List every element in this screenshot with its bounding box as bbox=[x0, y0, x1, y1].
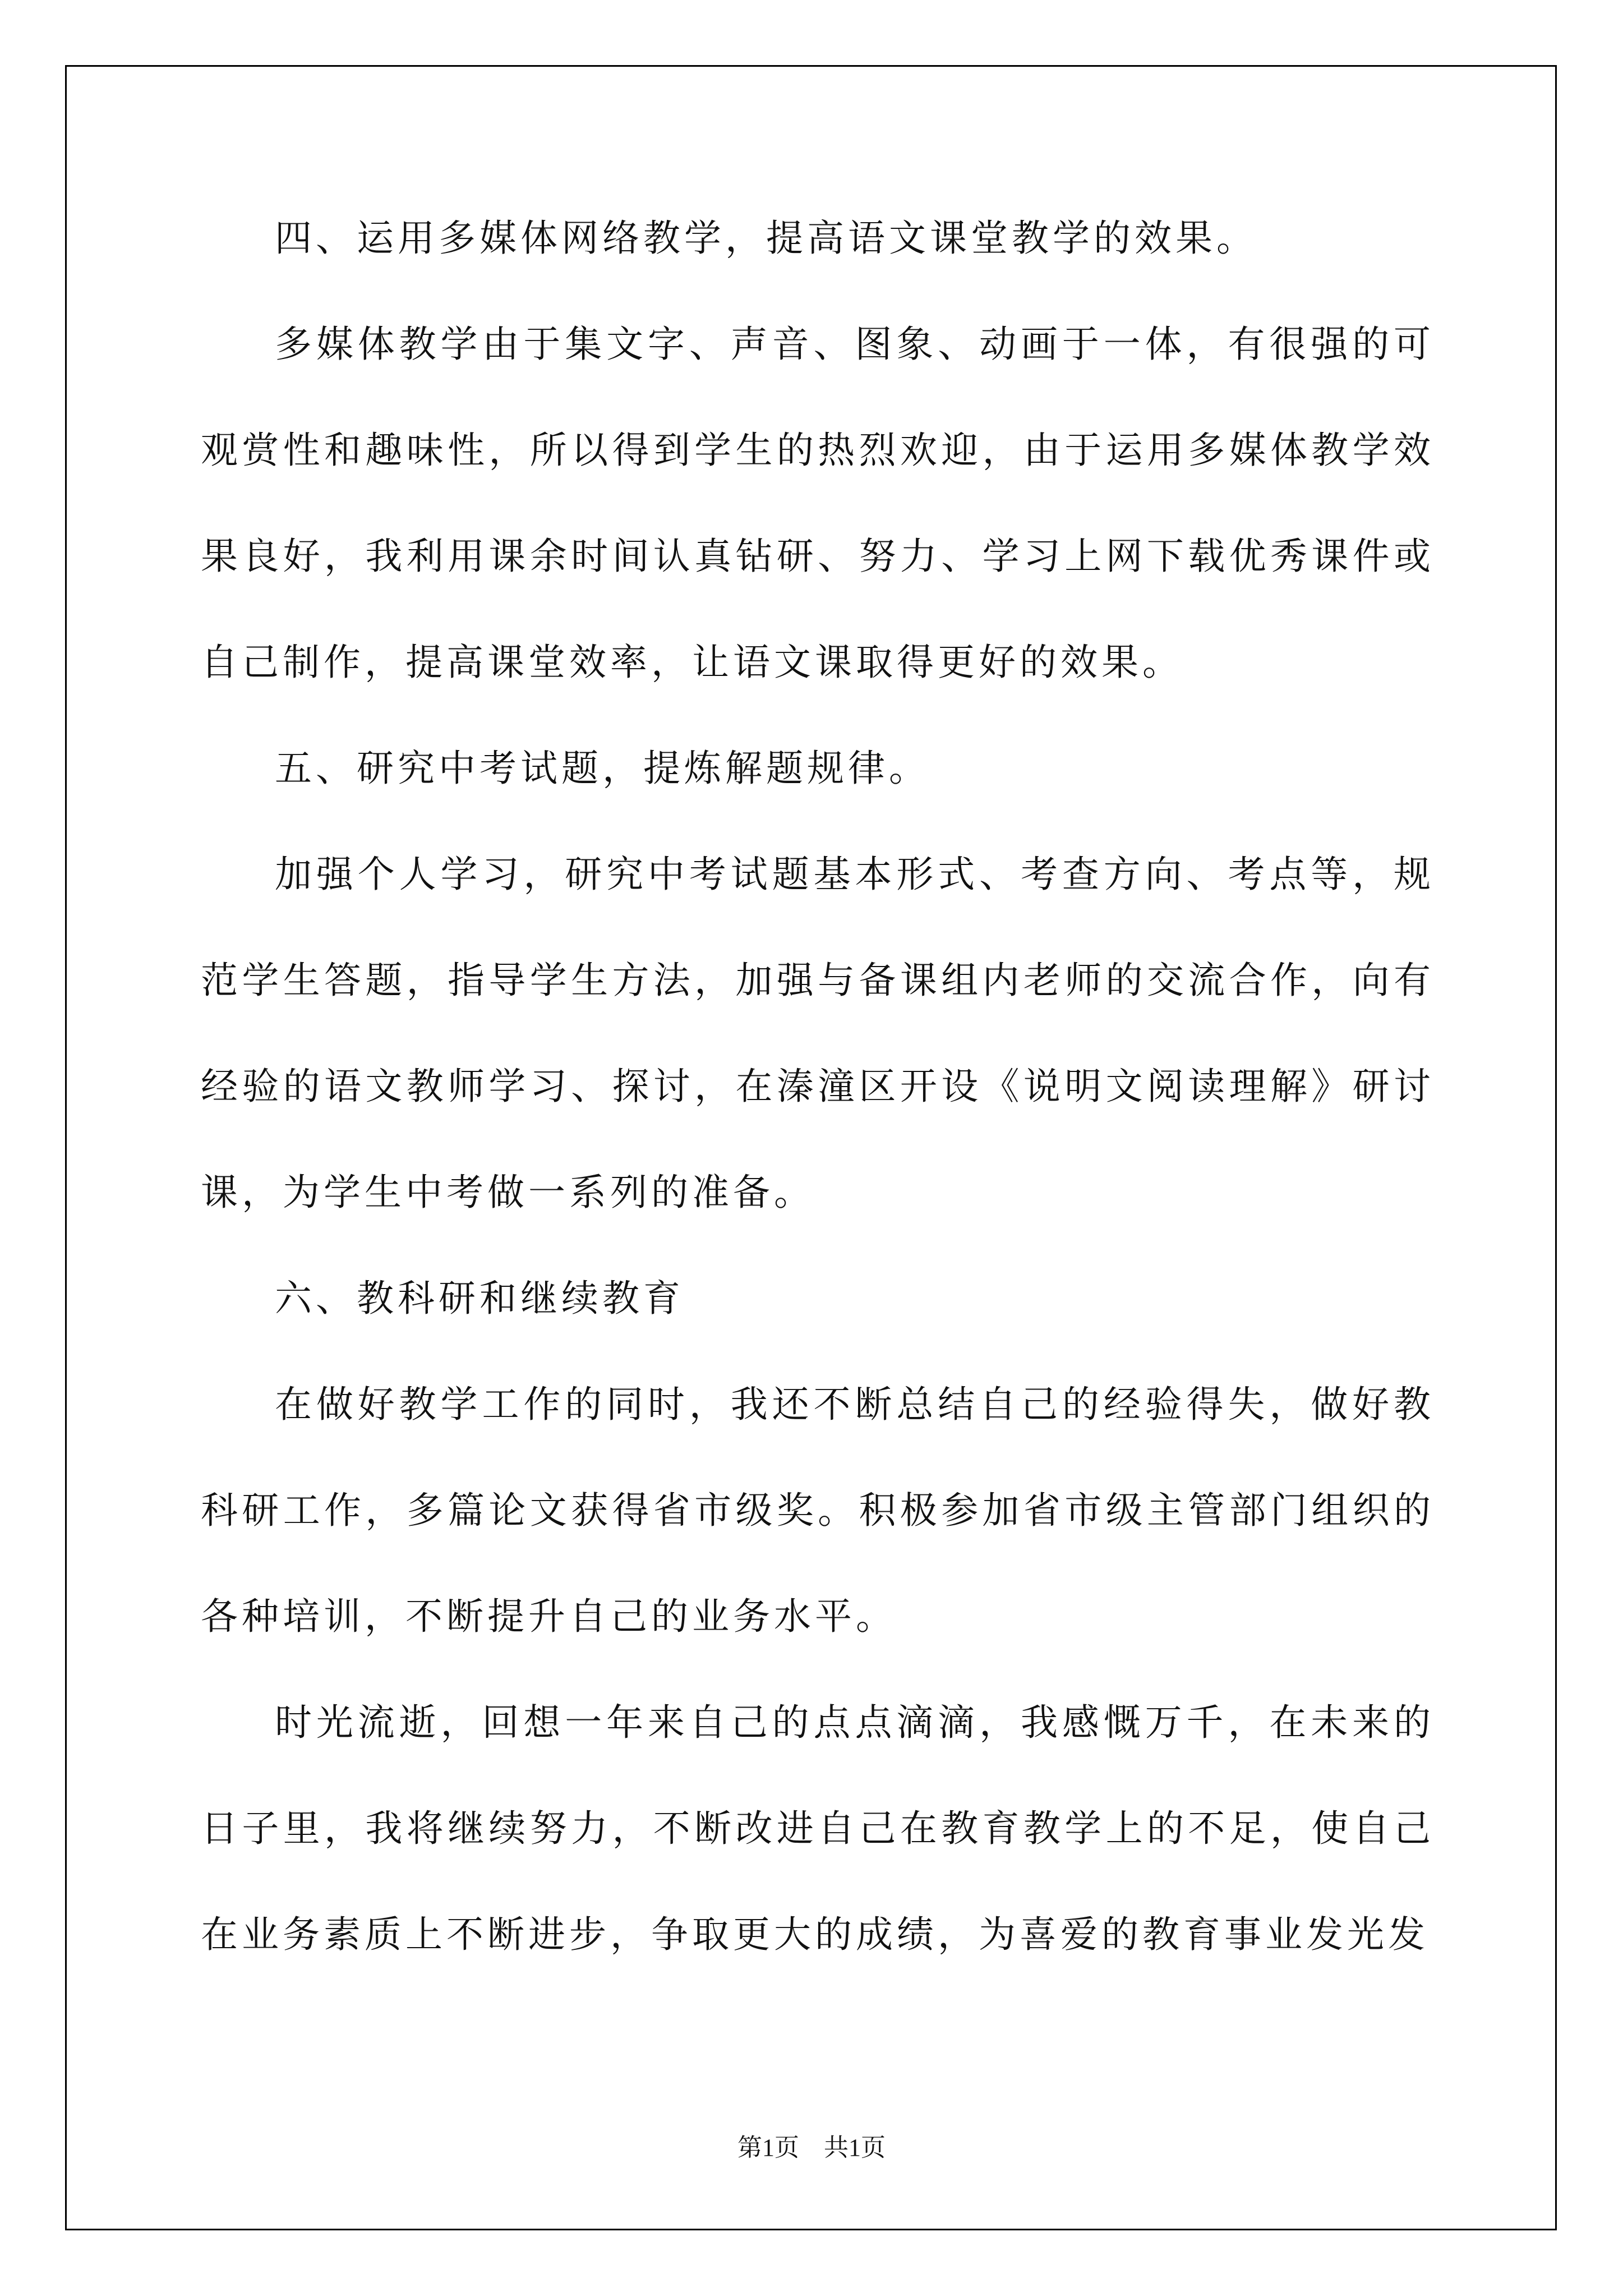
heading-research-education: 六、教科研和继续教育 bbox=[275, 1277, 684, 1320]
page-total: 共1页 bbox=[824, 2134, 886, 2161]
heading-exam-research: 五、研究中考试题，提炼解题规律。 bbox=[275, 747, 930, 790]
paragraph-conclusion: 时光流逝，回想一年来自己的点点滴滴，我感慨万千，在未来的日子里，我将继续努力，不断改进自己在教育教学上的不足，使自己在业务素质上不断进步，争取更大的成绩，为喜爱的教育事业发光发 bbox=[201, 1701, 1435, 1956]
heading-multimedia-teaching: 四、运用多媒体网络教学，提高语文课堂教学的效果。 bbox=[275, 217, 1257, 260]
paragraph-exam-research: 加强个人学习，研究中考试题基本形式、考查方向、考点等，规范学生答题，指导学生方法，加强与备课组内老师的交流合作，向有经验的语文教师学习、探讨，在溱潼区开设《说明文阅读理解》研讨课，为学生中考做一系列的准备。 bbox=[201, 853, 1435, 1214]
page-number: 第1页 bbox=[737, 2134, 799, 2161]
page-footer bbox=[0, 2127, 1623, 2163]
paragraph-research-education: 在做好教学工作的同时，我还不断总结自己的经验得失，做好教科研工作，多篇论文获得省市级奖。积极参加省市级主管部门组织的各种培训，不断提升自己的业务水平。 bbox=[201, 1383, 1435, 1638]
document-body bbox=[201, 185, 1435, 1987]
paragraph-multimedia-teaching: 多媒体教学由于集文字、声音、图象、动画于一体，有很强的可观赏性和趣味性，所以得到学生的热烈欢迎，由于运用多媒体教学效果良好，我利用课余时间认真钻研、努力、学习上网下载优秀课件或自己制作，提高课堂效率，让语文课取得更好的效果。 bbox=[201, 323, 1435, 684]
